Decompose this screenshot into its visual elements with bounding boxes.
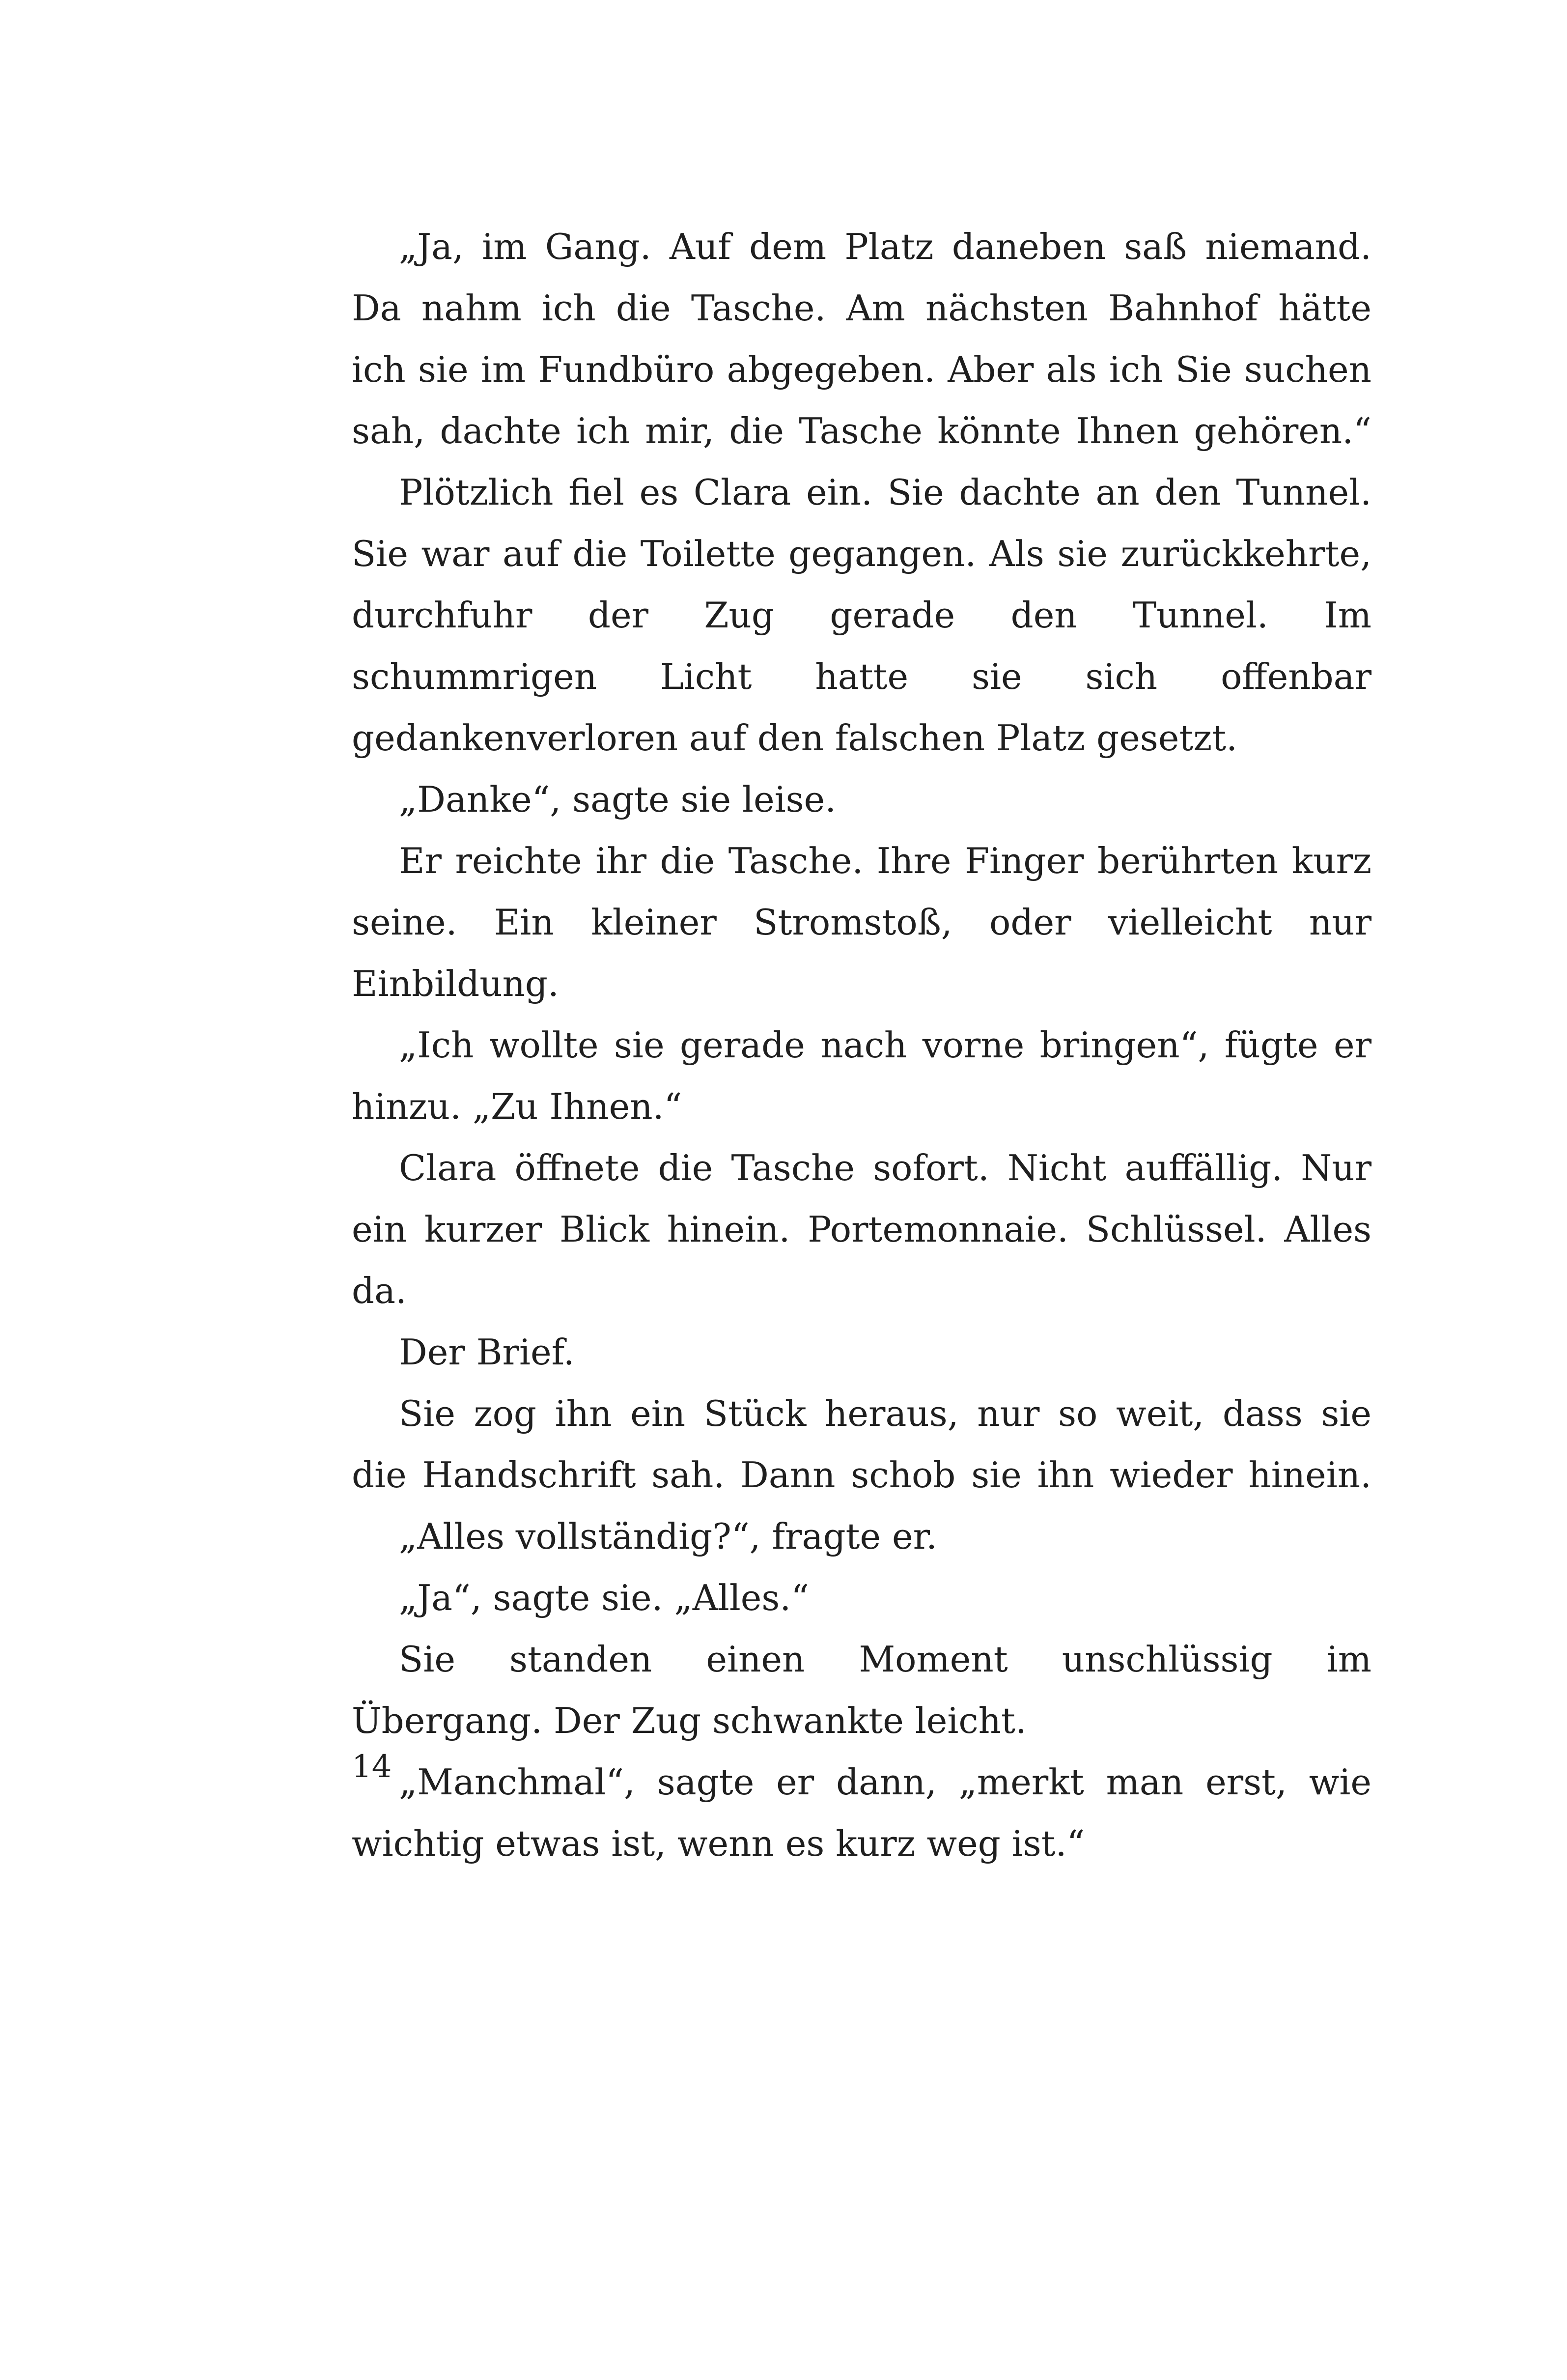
- text-line: seine. Ein kleiner Stromstoß, oder vielleicht nur: [352, 902, 1371, 943]
- text-line: schummrigen Licht hatte sie sich offenbar: [352, 656, 1371, 697]
- text-line: gedankenverloren auf den falschen Platz gesetzt.: [352, 717, 1238, 759]
- text-line: „Danke“, sagte sie leise.: [399, 779, 837, 820]
- page-number: 14: [352, 1749, 392, 1785]
- text-line: Sie zog ihn ein Stück heraus, nur so weit, dass sie: [399, 1393, 1371, 1434]
- text-line: Sie war auf die Toilette gegangen. Als sie zurückkehrte,: [352, 533, 1371, 574]
- text-line: Er reichte ihr die Tasche. Ihre Finger berührten kurz: [399, 840, 1371, 881]
- text-line: ich sie im Fundbüro abgegeben. Aber als ich Sie suchen: [352, 349, 1371, 390]
- text-line: „Alles vollständig?“, fragte er.: [399, 1516, 937, 1557]
- body-text: [352, 216, 1371, 1874]
- text-line: Da nahm ich die Tasche. Am nächsten Bahnhof hätte: [352, 287, 1371, 329]
- text-line: da.: [352, 1270, 407, 1311]
- text-line: Einbildung.: [352, 963, 559, 1004]
- text-line: Übergang. Der Zug schwankte leicht.: [352, 1700, 1027, 1741]
- text-line: Clara öffnete die Tasche sofort. Nicht auffällig. Nur: [399, 1147, 1371, 1189]
- text-line: Sie standen einen Moment unschlüssig im: [399, 1639, 1371, 1680]
- text-line: durchfuhr der Zug gerade den Tunnel. Im: [352, 595, 1371, 636]
- text-line: hinzu. „Zu Ihnen.“: [352, 1086, 682, 1127]
- text-line: ein kurzer Blick hinein. Portemonnaie. Schlüssel. Alles: [352, 1209, 1371, 1250]
- text-line: Der Brief.: [399, 1332, 575, 1373]
- text-line: Plötzlich fiel es Clara ein. Sie dachte an den Tunnel.: [399, 472, 1371, 513]
- text-line: „Manchmal“, sagte er dann, „merkt man erst, wie: [399, 1761, 1371, 1803]
- text-line: „Ich wollte sie gerade nach vorne bringen“, fügte er: [399, 1024, 1371, 1066]
- text-line: „Ja, im Gang. Auf dem Platz daneben saß niemand.: [399, 226, 1371, 267]
- text-line: sah, dachte ich mir, die Tasche könnte Ihnen gehören.“: [352, 410, 1371, 452]
- text-line: „Ja“, sagte sie. „Alles.“: [399, 1577, 810, 1618]
- text-line: die Handschrift sah. Dann schob sie ihn wieder hinein.: [352, 1454, 1371, 1496]
- text-line: wichtig etwas ist, wenn es kurz weg ist.“: [352, 1823, 1085, 1864]
